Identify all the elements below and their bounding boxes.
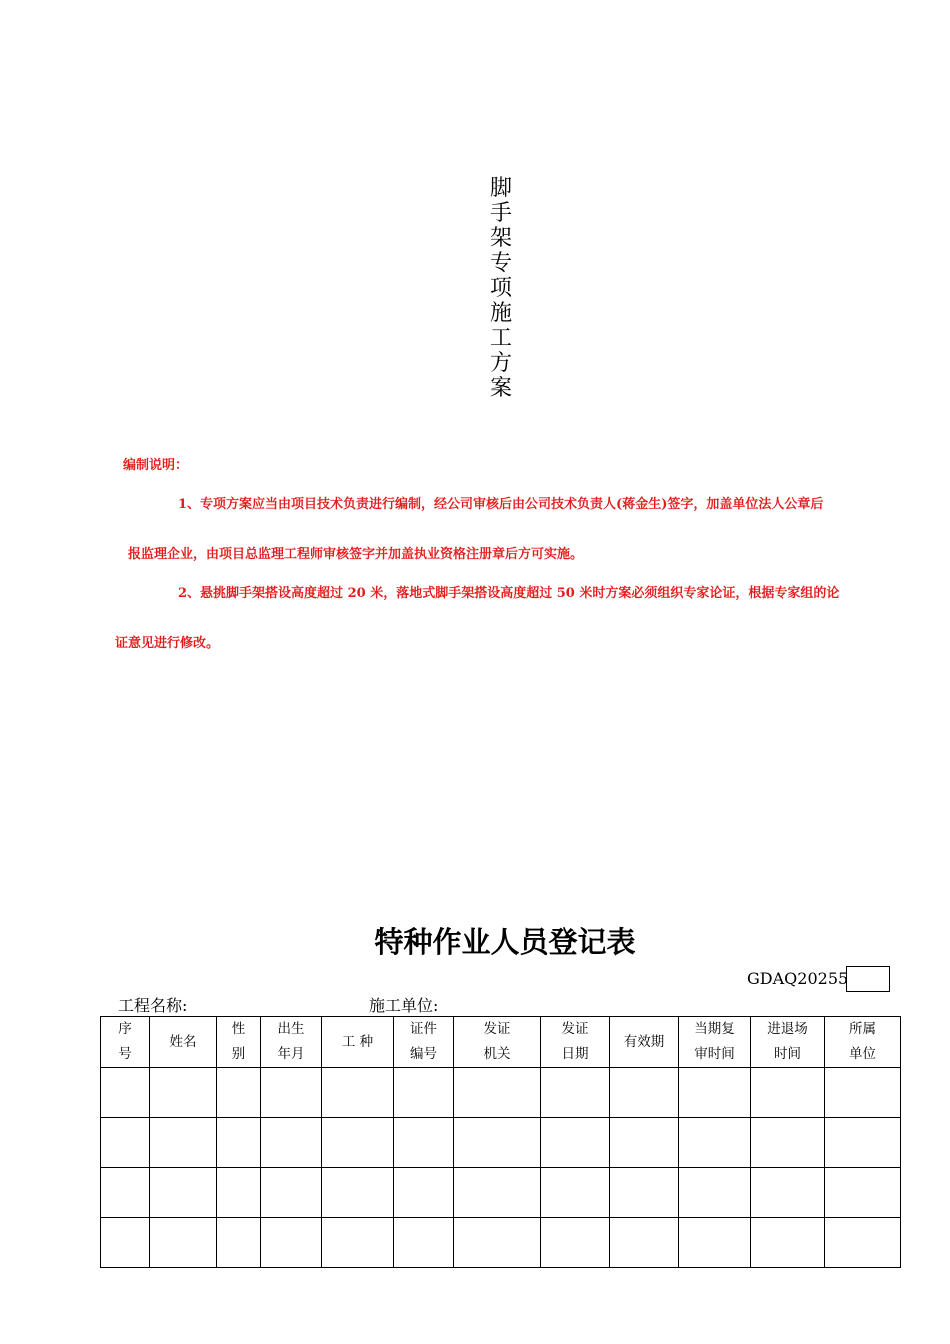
table-cell[interactable] bbox=[217, 1068, 261, 1118]
cover-title bbox=[486, 176, 516, 401]
form-code-box[interactable] bbox=[846, 966, 890, 992]
table-cell[interactable] bbox=[751, 1068, 825, 1118]
cover-title-char: 专 bbox=[489, 251, 512, 276]
table-cell[interactable] bbox=[610, 1068, 679, 1118]
table-cell[interactable] bbox=[825, 1218, 901, 1268]
column-header-line: 号 bbox=[118, 1046, 132, 1062]
column-header bbox=[101, 1017, 150, 1068]
table-cell[interactable] bbox=[150, 1168, 217, 1218]
table-cell[interactable] bbox=[825, 1068, 901, 1118]
column-header bbox=[150, 1017, 217, 1068]
table-cell[interactable] bbox=[101, 1218, 150, 1268]
table-cell[interactable] bbox=[751, 1218, 825, 1268]
note-item-1-line-1: 1、专项方案应当由项目技术负责进行编制，经公司审核后由公司技术负责人(蒋金生)签字，加盖单位法人公章后 bbox=[178, 497, 824, 512]
table-row bbox=[101, 1168, 901, 1218]
table-cell[interactable] bbox=[394, 1068, 454, 1118]
table-cell[interactable] bbox=[454, 1118, 541, 1168]
table-cell[interactable] bbox=[101, 1118, 150, 1168]
table-row bbox=[101, 1118, 901, 1168]
table-cell[interactable] bbox=[541, 1118, 610, 1168]
column-header-line: 证件 bbox=[410, 1021, 437, 1037]
table-cell[interactable] bbox=[610, 1118, 679, 1168]
column-header-line: 进退场 bbox=[767, 1021, 808, 1037]
table-cell[interactable] bbox=[322, 1218, 394, 1268]
column-header-line: 编号 bbox=[410, 1046, 437, 1062]
column-header bbox=[261, 1017, 322, 1068]
table-cell[interactable] bbox=[610, 1218, 679, 1268]
column-header bbox=[394, 1017, 454, 1068]
project-name-label: 工程名称: bbox=[118, 996, 188, 1015]
table-cell[interactable] bbox=[454, 1168, 541, 1218]
table-cell[interactable] bbox=[217, 1218, 261, 1268]
form-code: GDAQ20255 bbox=[747, 969, 849, 988]
table-cell[interactable] bbox=[751, 1118, 825, 1168]
table-cell[interactable] bbox=[610, 1168, 679, 1218]
table-cell[interactable] bbox=[541, 1068, 610, 1118]
column-header-line: 日期 bbox=[561, 1046, 589, 1062]
table-cell[interactable] bbox=[322, 1068, 394, 1118]
table-cell[interactable] bbox=[150, 1218, 217, 1268]
column-header-line: 序 bbox=[118, 1021, 132, 1037]
table-cell[interactable] bbox=[261, 1118, 322, 1168]
column-header-line: 有效期 bbox=[623, 1033, 665, 1050]
column-header-line: 时间 bbox=[774, 1046, 801, 1062]
table-cell[interactable] bbox=[541, 1218, 610, 1268]
table-cell[interactable] bbox=[261, 1168, 322, 1218]
note-item-1-line-2: 报监理企业，由项目总监理工程师审核签字并加盖执业资格注册章后方可实施。 bbox=[128, 547, 584, 562]
table-header-row bbox=[101, 1017, 901, 1068]
column-header-line: 单位 bbox=[849, 1046, 876, 1062]
cover-title-char: 手 bbox=[489, 201, 512, 226]
table-cell[interactable] bbox=[394, 1218, 454, 1268]
column-header-line: 发证 bbox=[483, 1021, 511, 1037]
column-header-line: 别 bbox=[231, 1046, 246, 1062]
registration-table bbox=[100, 1016, 901, 1268]
column-header-line: 年月 bbox=[277, 1046, 305, 1062]
table-cell[interactable] bbox=[454, 1068, 541, 1118]
table-cell[interactable] bbox=[825, 1118, 901, 1168]
table-cell[interactable] bbox=[541, 1168, 610, 1218]
table-cell[interactable] bbox=[679, 1118, 751, 1168]
table-cell[interactable] bbox=[261, 1218, 322, 1268]
table-cell[interactable] bbox=[394, 1118, 454, 1168]
column-header-line: 机关 bbox=[483, 1046, 511, 1062]
cover-title-char: 施 bbox=[489, 301, 512, 326]
column-header-line: 工 种 bbox=[341, 1033, 374, 1050]
column-header bbox=[751, 1017, 825, 1068]
column-header bbox=[217, 1017, 261, 1068]
table-cell[interactable] bbox=[825, 1168, 901, 1218]
column-header bbox=[454, 1017, 541, 1068]
column-header-line: 性 bbox=[231, 1021, 246, 1037]
column-header-line: 出生 bbox=[277, 1021, 305, 1037]
table-cell[interactable] bbox=[101, 1068, 150, 1118]
cover-title-char: 案 bbox=[489, 376, 512, 401]
table-cell[interactable] bbox=[217, 1168, 261, 1218]
column-header bbox=[322, 1017, 394, 1068]
table-cell[interactable] bbox=[150, 1118, 217, 1168]
cover-title-char: 脚 bbox=[489, 176, 512, 201]
note-item-2-line-1: 2、悬挑脚手架搭设高度超过 20 米，落地式脚手架搭设高度超过 50 米时方案必须组织专家论证，根据专家组的论 bbox=[178, 586, 840, 601]
table-cell[interactable] bbox=[679, 1218, 751, 1268]
table-cell[interactable] bbox=[322, 1168, 394, 1218]
table-cell[interactable] bbox=[751, 1168, 825, 1218]
construction-unit-label: 施工单位: bbox=[369, 996, 439, 1015]
table-cell[interactable] bbox=[150, 1068, 217, 1118]
table-cell[interactable] bbox=[394, 1168, 454, 1218]
table-cell[interactable] bbox=[101, 1168, 150, 1218]
cover-title-char: 方 bbox=[489, 351, 512, 376]
table-cell[interactable] bbox=[322, 1118, 394, 1168]
cover-title-char: 架 bbox=[489, 226, 512, 251]
notes-heading: 编制说明： bbox=[123, 458, 189, 473]
column-header bbox=[825, 1017, 901, 1068]
column-header bbox=[679, 1017, 751, 1068]
cover-title-char: 工 bbox=[489, 326, 512, 351]
table-cell[interactable] bbox=[454, 1218, 541, 1268]
column-header-line: 姓名 bbox=[169, 1033, 197, 1050]
column-header-line: 当期复 bbox=[694, 1021, 735, 1037]
table-cell[interactable] bbox=[679, 1068, 751, 1118]
column-header bbox=[610, 1017, 679, 1068]
column-header-line: 审时间 bbox=[694, 1046, 735, 1062]
form-title: 特种作业人员登记表 bbox=[374, 925, 636, 959]
column-header bbox=[541, 1017, 610, 1068]
table-cell[interactable] bbox=[679, 1168, 751, 1218]
table-row bbox=[101, 1218, 901, 1268]
table-row bbox=[101, 1068, 901, 1118]
column-header-line: 所属 bbox=[849, 1021, 876, 1037]
note-item-2-line-2: 证意见进行修改。 bbox=[115, 636, 220, 651]
column-header-line: 发证 bbox=[561, 1021, 589, 1037]
table-cell[interactable] bbox=[217, 1118, 261, 1168]
cover-title-char: 项 bbox=[489, 276, 512, 301]
table-cell[interactable] bbox=[261, 1068, 322, 1118]
